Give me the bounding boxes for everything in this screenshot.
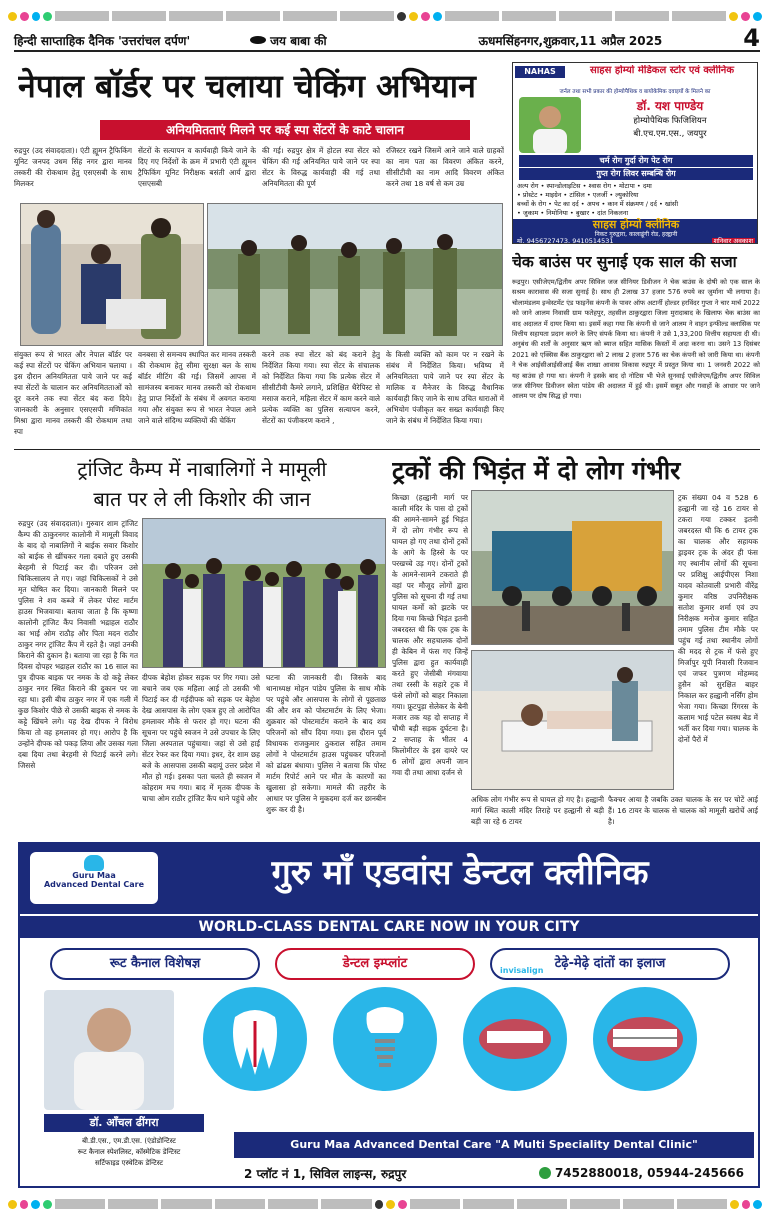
ad-dental-services (50, 948, 730, 980)
story1-bottom-col2: वनबसा से समन्वय स्थापित कर मानव तस्करी की रोकथाम हेतु सीमा सुरक्षा बल के साथ बॉर्डर मीटिंग की गई। जिसमें आपस में सामंजस्य बनाकर मानव तस्करी को रोकथाम हेतु प्राप्त निर्देशों के संबंध में अवगत कराया गया और संयुक्त रूप से भारत नेपाल आने जाने वाले संदिग्ध व्यक्तियों की चेकिंग (138, 350, 256, 425)
smile-illustration (460, 984, 570, 1094)
ad-homeo-title: साहस होम्यो मेडिकल स्टोर एवं क्लीनिक (589, 65, 735, 76)
story3-col2: दीपक बेहोश होकर सड़क पर गिर गया। उसे बचाने जब एक महिला आई तो उसकी भी पिटाई कर दी गईदीपक को सड़क पर बेहोश देख आसपास के लोग एकत्र हुए तो आरोपित हमलावर मौके से फरार हो गए। घटना की सूचना पर पहुंचे स्वजन ने उसे उपचार के लिए जिला अस्पताल पहुंचाया। जहां से उसे हाई सेंटर रेफर कर दिया गया। इधर, देर शाम छह बजे के आसपास उसकी बदायूं उत्तर प्रदेश में मौत हो गई। इसका पता चलते ही स्वजन में कोहराम मच गया। बाद में मृतक दीपक के चाचा ओम राठौर ट्रांजिट कैंप थाने पहुंचे और (142, 673, 260, 803)
ad-dental-contact (234, 1162, 754, 1184)
ad-homeo-phone: मो. 9456727473, 9410514531 (517, 237, 614, 244)
ad-homeo-clinic: साहस होम्यो क्लीनिक (592, 218, 680, 231)
story1-bottom-col1: संयुक्त रूप से भारत और नेपाल बॉर्डर पर कई स्पा सेंटरों पर चेकिंग अभियान चलाया । इस दौरान अनियमितता पाये जाने पर कई स्पा सेंटरों के चालान कर अनियमितताओं को दूर करने तक स्पा सेंटर बंद करा दिये। जानकारी के अनुसार एसएसपी मणिकांत मिश्रा द्वारा मानव तस्करी की रोकथाम तथा स्पा (14, 350, 132, 436)
story1-top-col2: सेंटरों के सत्यापन व कार्यवाही किये जाने के दिए गए निर्देशों के क्रम में प्रभारी एंटी ह्यूमन ट्रैफिकिंग यूनिट निरीक्षक बसंती आर्य द्वारा एसएसबी (138, 146, 256, 188)
bottom-print-registration-bar (0, 1196, 770, 1212)
ad-homeo-list2: • प्रोस्टेट • माइग्रेन • टांसिल • एलर्जी • ल्युकोरिया (517, 191, 639, 199)
story4-col2: ट्रक संख्या 04 व 528 6 हल्द्वानी जा रहे 16 टायर से टकरा गया टक्कर इतनी जबरदस्त थी कि 6 टायर ट्रक का चालक और सहायक ड्राइवर ट्रक के अंदर ही फंस गए स्थानीय लोगों की सूचना पर प्रशिक्षु आईपीएस निशा यादव कोतवाली प्रभारी वीरेंद्र कुमार वरिष्ठ उपनिरीक्षक सतोश कुमार शर्मा एवं उप निरीक्षक मनोज कुमार सहित तमाम पुलिस टीम मौके पर पहुंच गई तथा स्थानीय लोगों की मदद से ट्रक में फंसे हुए मिर्जापुर यूपी निवासी रिजवान एवं जफर पुत्रगण मोहम्मद हुसैन को सुरक्षित बाहर निकाल कर हल्द्वानी नर्सिंग होम भेजा गया। किच्छा रिंगरस के कलाम भाई पटेल स्वस्थ बेड में भर्ती कर दिया गया। चालक के दोनों पैरों में (678, 493, 758, 744)
ad-dental-logo-line2: Advanced Dental Care (43, 880, 145, 889)
ad-homeo-address: निकट गुरुद्वारा, कालाढूंगी रोड, हल्द्वानी (594, 231, 678, 238)
dental-doctor-image (44, 990, 174, 1110)
story1-top-col3: की गई। रुद्रपुर क्षेत्र में होटल स्पा सेंटर को चेकिंग की गई अनियमित पाये जाने पर स्पा सेंटर के विरुद्ध कार्यवाही की गई तथा अनियमितता की पूर्ण (262, 146, 380, 188)
ad-dental-logo (30, 852, 158, 904)
ad-dental-banner: Guru Maa Advanced Dental Care "A Multi Speciality Dental Clinic" (234, 1132, 754, 1158)
photo-border-checking (207, 203, 503, 346)
masthead (14, 24, 760, 52)
doctor-portrait-image (519, 97, 581, 153)
ad-homeo-ribbon1: चर्म रोग गुर्दा रोग पेट रोग (519, 155, 753, 167)
top-print-registration-bar (0, 8, 770, 24)
section-divider (14, 449, 760, 450)
ad-dental-address: 2 प्लॉट नं 1, सिविल लाइन्स, रुद्रपुर (244, 1166, 407, 1181)
ad-homeo-role: होम्योपैथिक फिजिशियन (633, 116, 707, 126)
ad-homeo-doctor-photo (519, 97, 581, 153)
ad-homeo-list1: अल्प रोग • स्पान्डोलाइटिस • श्वास रोग • मोटापा • दमा (517, 182, 652, 190)
story4-bottom2: फैक्चर आया है जबकि उक्त चालक के सर पर चोटें आई हैं। 16 टायर के चालक से चालक को मामूली खरोचें आई है। (608, 795, 758, 826)
implant-illustration (330, 984, 440, 1094)
story2-headline: चेक बाउंस पर सुनाई एक साल की सजा (512, 252, 737, 271)
masthead-date: ऊधमसिंहनगर,शुक्रवार,11 अप्रैल 2025 (478, 33, 663, 48)
story3-col1: रुद्रपुर (उद संवाददाता)। गुरुवार शाम ट्रांजिट कैम्प की ठाकुरनगर कालोनी में मामूली विवाद के बाद दो नाबालिगों ने बाईक सवार किशोर को बाईक से खींचकर गला दबाते हुए उसकी बेरहमी से पिटाई कर दी। परिजन उसे चिकित्सालय ले गए। जहां चिकित्सकों ने उसे मृत घोषित कर दिया। जानकारी मिलने पर पुलिस ने शव कब्जे में लेकर पोस्ट मार्टम हाउस भिजवाया। बताया जाता है कि कृष्णा कालोनी ट्रांजिट कैंप निवासी भद्राहल राठौर का भाई ओम राठौड़ और पिता मदन राठौर ठाकुर नगर ट्रांजिट कैंप में रहते है। जहां उनकी किराने की दुकान है। बताया जा रहा है कि गत दिवस दोपहर भद्राहल राठौर का 16 साल का पुत्र दीपक बाइक पर नमक के दो कट्टे लेकर ठाकुर नगर स्थित किराने की दुकान पर जा रहा था। इसी बीच ठाकुर नगर में एक गली में कुछ किशोर पीछे से उसकी बाइक से नमक के कट्टे खिंचने लगे। यह देख दीपक ने विरोध किया तो वह हमलावर हो गए। आरोप है कि उन्होंने दीपक को पकड़ लिया और उसका गला दबा दिया तथा बेरहमी से पिटाई करने लगे। जिससे (18, 519, 138, 770)
photo-truck-collision (471, 490, 674, 645)
ad-dental-logo-line1: Guru Maa (72, 871, 116, 880)
hospital-bed-image (472, 651, 674, 790)
ad-homeo-list3: बच्चों के रोग • पेट का दर्द • अपच • कान में संक्रमण / दर्द • खांसी (517, 200, 679, 208)
truck-collision-image (472, 491, 674, 645)
ad-dental-tagline: WORLD-CLASS DENTAL CARE NOW IN YOUR CITY (20, 916, 758, 938)
ad-dental-doctor-name: डॉ. आँचल ढींगरा (44, 1114, 204, 1132)
story4-col1: किच्छा (हल्द्वानी मार्ग पर काली मंदिर के पास दो ट्रकों की आमने-सामने हुई भिड़ंत में दो लोग गंभीर रूप से घायल हो गए तथा दोनों ट्रकों के आगे के हिस्से के पर परखच्चे उड़ गए। दोनों ट्रकों के आमने-सामने टकराते ही वहां पर मौजूद लोगों द्वारा पुलिस को सूचना दी गई तथा घायल कर्मो को झटके पर दिया गया किच्छे भिड़ंत इतनी जबरदस्त थी कि एक ट्रक के चालक और सहचालक दोनों ही केबिन में फंस गए जिन्हें पुलिस द्वारा हुत कार्यवाही करते हुए जेसीबी मंगवाया तथा रस्सी के सहारे ट्रक में फंसे लोगों को बाहर निकाला गया। फ्रूटपुड़ा सेलेकर के बेनी मजार तक यह दो सप्ताह में चौथी बड़ी सड़क दुर्घटना है। 2 सप्ताह के भीतर 4 किलोमीटर के इस दायरे पर 6 लोगों द्वारा अपनी जान गवा दी तथा आधा दर्जन से (392, 493, 468, 777)
story1-bottom-col3: करने तक स्पा सेंटर को बंद कराने हेतु निर्देशित किया गया। स्पा सेंटर के संचालक को निर्देशित किया गया कि प्रत्येक सेंटर में सीसीटीवी कैमरे लगाने, प्रशिक्षित थैरेपिस्ट से मसाज कराने, महिला सेंटर में काम करने वाले प्रत्येक व्यक्ति का पुलिस सत्यापन करने, सेंटरों का पंजीकरण कराने , (262, 350, 380, 425)
crowd-scene-image (143, 519, 386, 668)
ad-dental-phone: 7452880018, 05944-245666 (554, 1166, 744, 1180)
tooth-root-icon (203, 987, 307, 1091)
ad-homeo-footer (513, 219, 758, 244)
border-checking-image (208, 204, 503, 346)
story4-headline: ट्रकों की भिड़ंत में दो लोग गंभीर (392, 456, 681, 485)
story4-bottom1: अधिक लोग गंभीर रूप से घायल हो गए है। हल्द्वानी मार्ग स्थित काली मंदिर तिराहे पर हल्द्वानी से बड़ी बड़ी जा रहे 6 टायर (471, 795, 604, 826)
service-orthodontics: टेढ़े-मेढ़े दांतों का इलाज (490, 948, 730, 980)
root-canal-illustration (200, 984, 310, 1094)
ad-dental-title: गुरु माँ एडवांस डेन्टल क्लीनिक (271, 853, 649, 893)
service-implant: डेन्टल इम्प्लांट (275, 948, 475, 980)
ad-guru-maa-dental (18, 842, 760, 1188)
ad-homeo-list4: • जुकाम • निमोनिया • बुखार • दांत निकलना (517, 209, 629, 217)
masthead-title: हिन्दी साप्ताहिक दैनिक 'उत्तरांचल दर्पण' (14, 33, 191, 48)
story1-bottom-columns (14, 349, 504, 447)
ad-homeo-degree: बी.एच.एम.एस., जयपुर (633, 129, 707, 139)
story1-top-col1: रुद्रपुर (उद संवाददाता)। एंटी ह्यूमन ट्रैफिकिंग यूनिट जनपद उधम सिंह नगर द्वारा मानव तस्करी की रोकथाम हेतु एसएसबी के साथ मिलकर (14, 146, 132, 188)
eye-icon (250, 36, 266, 44)
photo-spa-inspection (20, 203, 204, 346)
ad-homeo-ribbon2: गुप्त रोग लिवर सम्बन्धि रोग (519, 168, 753, 180)
ad-dental-doctor-photo (44, 990, 174, 1110)
smile-teeth-icon (463, 987, 567, 1091)
story1-top-col4: रजिस्टर रखने जिसमें आने जाने वाले ग्राहकों का नाम पता का विवरण अंकित करने, सीसीटीवी का नाम आदि विवरण अंकित करने तथा 18 वर्ष से कम उम्र (386, 146, 504, 188)
masthead-tagline: जय बाबा की (270, 33, 327, 48)
photo-crowd-scene (142, 518, 386, 668)
dental-implant-icon (333, 987, 437, 1091)
ad-homeo-sub: जर्नल तथा सभी प्रकार की होम्योपैथिक व बायोकेमिक दवाइयों के मिलने का (559, 89, 711, 95)
braces-illustration (590, 984, 700, 1094)
braces-icon (593, 987, 697, 1091)
spa-inspection-image (21, 204, 204, 346)
service-root-canal: रूट कैनाल विशेषज्ञ (50, 948, 260, 980)
story3-headline-line1: ट्रांजिट कैम्प में नाबालिगों ने मामूली (77, 457, 327, 481)
story1-bottom-col4: के किसी व्यक्ति को काम पर न रखने के संबंध में निर्देशित किया। भविष्य में अनियमितता पाये जाने पर स्पा सेंटर के मालिक व मैनेजर के विरुद्ध वैधानिक कार्यवाही किए जाने के साथ उचित धाराओं में अभियोग पंजीकृत कर सख्त कार्यवाही किए जाने के संबंध में निर्देशित किया गया। (386, 350, 504, 425)
ad-dental-doctor-degree1: बी.डी.एस., एम.डी.एस. (एंडोडोन्टिस्ट (82, 1137, 176, 1145)
ad-dental-doctor-degree3: सर्टिफाइड एस्थेटिक डेन्टिस्ट (94, 1159, 164, 1167)
story1-headline: नेपाल बॉर्डर पर चलाया चेकिंग अभियान (18, 67, 476, 105)
ad-homeo-doctor: डॉ. यश पाण्डेय (636, 99, 704, 113)
ad-dental-invisalign: invisalign (500, 966, 544, 975)
ad-homeo-brand: NAHAS (515, 66, 565, 78)
phone-icon (539, 1167, 551, 1179)
tooth-logo-icon (84, 855, 104, 871)
story3-headline-line2: बात पर ले ली किशोर की जान (93, 487, 311, 511)
ad-dental-doctor-degree2: रूट कैनाल स्पेशलिस्ट, कॉस्मेटिक डेन्टिस्ट (77, 1148, 181, 1156)
ad-homeo-holiday: शनिवार अवकाश (713, 237, 753, 244)
ad-sahas-homeo (512, 62, 758, 244)
story1-deck: अनियमितताएं मिलने पर कई स्पा सेंटरों के काटे चालान (100, 120, 470, 140)
page-number: 4 (743, 24, 760, 52)
story3-col3: घटना की जानकारी दी। जिसके बाद थानाध्यक्ष मोहन पांडेय पुलिस के साथ मौके पर पहुंचे और आसपास के लोगों से पूछताछ की और शव को पोस्टमार्टम के लिए भेजा। शुक्रवार को पोस्टमार्टम कराने के बाद शव परिजनों को सौंप दिया गया। इस दौरान पूर्व विधायक राजकुमार ठुकराल सहित तमाम लोगों ने पोस्टमार्टम हाउस पहुंचकर परिजनों को ढांढस बंधाया। पुलिस ने बताया कि पोस्ट मार्टम रिपोर्ट आने पर मौत के कारणों का खुलासा हो सकेगा। मामले की तहरीर के आधार पर पुलिस ने मुकदमा दर्ज कर छानबीन शुरू कर दी है। (266, 673, 386, 814)
story2-body: रूद्रपुर। एसीजेएम/द्वितीय अपर सिविल जज सीनियर डिवीजन ने चेक बाउंस के दोषी को एक साल के सश्रम कारावास की सजा सुनाई है। साथ ही 2लाख 37 हजार 576 रुपये का जुर्माना भी लगाया है। चोलामंडलम इन्वेस्टमेंट एंड फाइनेंस कंपनी के पावर ऑफ अटार्नी होल्डर हरविंदर गुप्ता ने चार मार्च 2022 को जाने आलम निवासी ग्राम फतेहपुर, तहसील ठाकुरद्वारा जिला मुरादाबाद के खिलाफ चेक बाउंस का वाद अदालत में दायर किया था। इसमें कहा गया कि कंपनी से जाने आलम ने वाहन इन्फील्ड क्लासिक पर वित्तीय सहायता प्रदान करने के लिए संपर्क किया था। कंपनी ने उसे 1,33,200 वित्तीय सहायता दी थी। अनुबंध की शर्तों के अनुसार ऋण को ब्याज सहित मासिक किस्तों में अदा करना था। उसने 13 दिसंबर 2021 को एक्सिस बैंक ठाकुरद्वारा को 2 लाख 2 हजार 576 का चेक कंपनी को जारी किया था। कंपनी ने चेक आईसीआईसीआई बैंक शाखा आवास विकास रुद्रपुर में प्रस्तुत किया था। 1 जनवरी 2022 को यह बाउंस हो गया था। कंपनी ने इसके बाद दो नोटिस भी भेजे सुनवाई एसीजेएम/द्वितीय अपर सिविल जज सीनियर डिवीजन स्वेता पांडेय की अदालत में हुई थी। इसमें सबूत और गवाहों के आधार पर जाने आलम पर दोष सिद्ध हो गया। (512, 278, 760, 401)
story1-top-columns (14, 145, 504, 201)
photo-hospital-bed (471, 650, 674, 790)
